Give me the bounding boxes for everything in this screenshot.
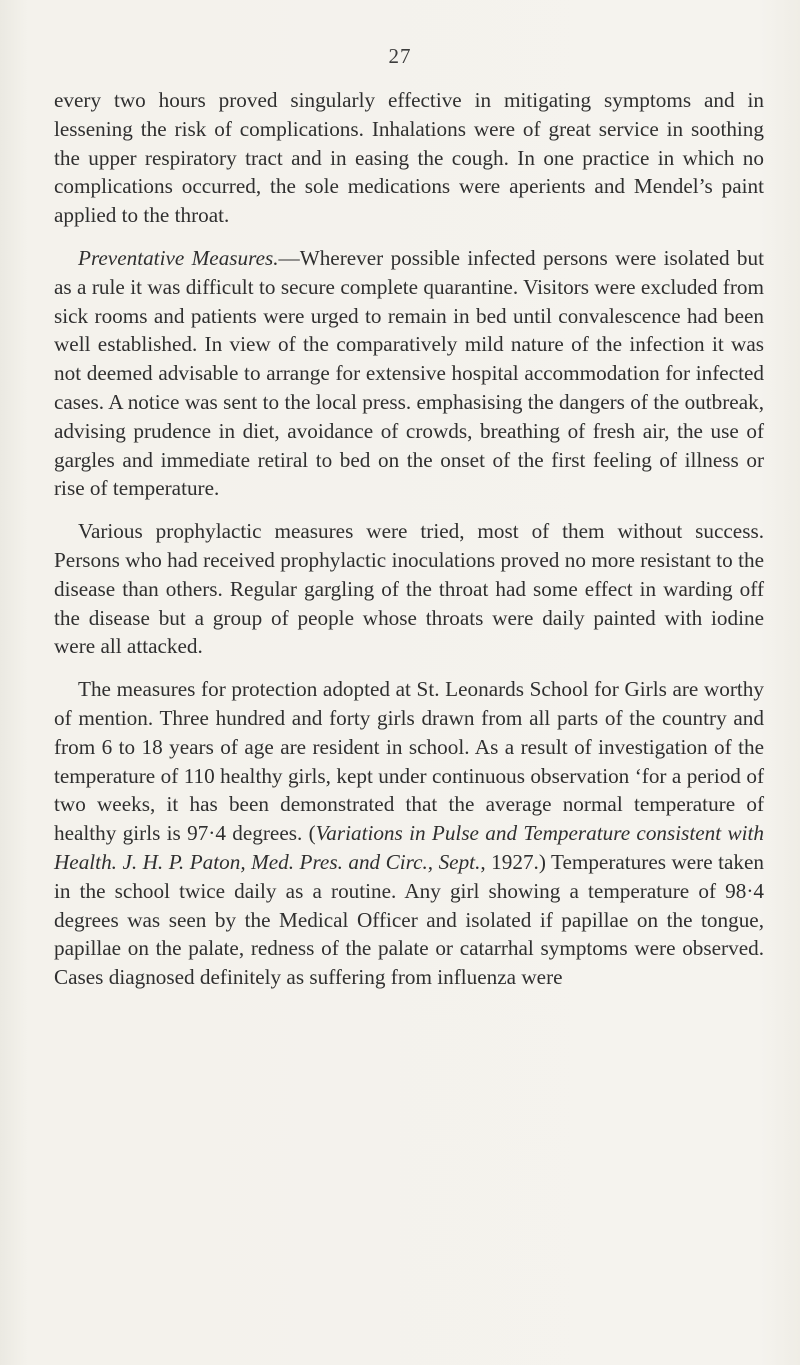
- paragraph-4: [54, 675, 764, 992]
- body-text: [54, 86, 764, 992]
- section-heading-preventative-measures: Preventative Measures.: [78, 245, 279, 270]
- paragraph-4-text-end: , 1927.) Temperatures were taken in the school twice daily as a routine. Any girl showing a temperature of 98·4 degrees was seen by the Medical Officer and isolated if papillae on the tongue, papillae on the palate, redness of the palate or catarrhal symptoms were observed. Cases diagnosed definitely as suffering from influenza were: [54, 849, 764, 990]
- paragraph-1: every two hours proved singularly effective in mitigating symptoms and in lessening the risk of complications. Inhalations were of great service in soothing the upper respiratory tract and in easing the cough. In one practice in which no complications occurred, the sole medications were aperients and Mendel’s paint applied to the throat.: [54, 88, 764, 228]
- paragraph-3: Various prophylactic measures were tried, most of them without success. Persons who had received prophylactic inoculations proved no more resistant to the disease than others. Regular gargling of the throat had some effect in warding off the disease but a group of people whose throats were daily painted with iodine were all attacked.: [54, 519, 764, 659]
- citation: Variations in Pulse and Temperature consistent with Health. J. H. P. Paton, Med. Pres. and Circ., Sept.: [54, 821, 764, 874]
- paragraph-2-body: —Wherever possible infected persons were isolated but as a rule it was difficult to secure complete quarantine. Visitors were excluded from sick rooms and patients were urged to remain in bed until convalescence had been well established. In view of the comparatively mild nature of the infection it was not deemed advisable to arrange for extensive hospital accommodation for infected cases. A notice was sent to the local press. emphasising the dangers of the outbreak, advising prudence in diet, avoidance of crowds, breathing of fresh air, the use of gargles and immediate retiral to bed on the onset of the first feeling of illness or rise of temperature.: [54, 245, 764, 501]
- page-number: 27: [388, 44, 412, 68]
- paragraph-4-text-start: The measures for protection adopted at St. Leonards School for Girls are worthy of mention. Three hundred and forty girls drawn from all parts of the country and from 6 to 18 years of age are resident in school. As a result of investigation of the temperature of 110 healthy girls, kept under continuous observation ‘for a period of two weeks, it has been demonstrated that the average normal temperature of healthy girls is 97·4 degrees. (: [54, 677, 764, 846]
- paragraph-preventative-measures: [54, 244, 764, 503]
